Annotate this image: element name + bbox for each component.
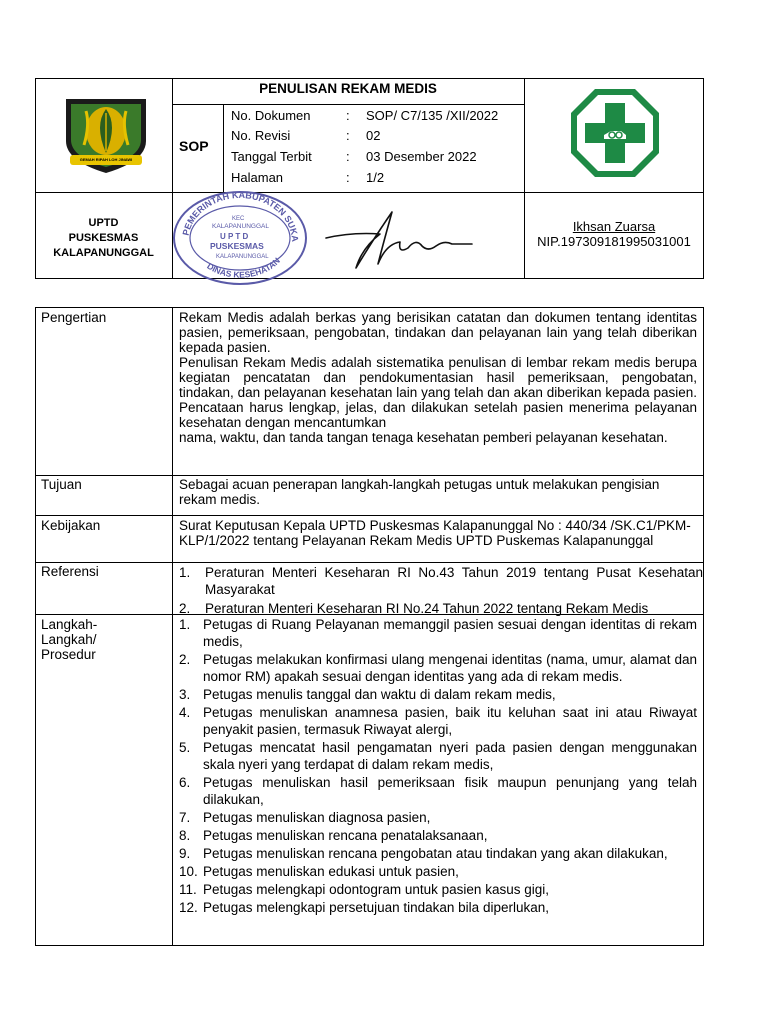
org-line: UPTD bbox=[88, 217, 119, 229]
pengertian-para: Rekam Medis adalah berkas yang berisikan catatan dan dokumen tentang identitas pasien, pemeriksaan, pengobatan, tindakan dan pelayanan lain yang telah diberikan kepada pasien. bbox=[179, 310, 697, 355]
pengertian-para: nama, waktu, dan tanda tangan tenaga kesehatan pemberi pelayanan kesehatan. bbox=[179, 430, 668, 445]
item-text: Petugas melengkapi odontogram untuk pasien kasus gigi, bbox=[203, 882, 549, 897]
org-name bbox=[35, 216, 172, 261]
item-text: Petugas di Ruang Pelayanan memanggil pasien sesuai dengan identitas di rekam medis, bbox=[203, 617, 697, 649]
meta-colon: : bbox=[346, 149, 350, 164]
label-langkah bbox=[41, 617, 97, 662]
list-item bbox=[179, 827, 697, 844]
list-item bbox=[179, 845, 697, 862]
meta-value: 1/2 bbox=[366, 170, 385, 185]
item-number: 10. bbox=[179, 864, 198, 879]
item-number: 1. bbox=[179, 617, 191, 632]
list-item bbox=[179, 600, 703, 617]
stamp-kec-name: KALAPANUNGGAL bbox=[212, 223, 269, 230]
meta-colon: : bbox=[346, 170, 350, 185]
item-number: 6. bbox=[179, 775, 191, 790]
sop-label: SOP bbox=[179, 138, 209, 154]
regency-emblem bbox=[60, 95, 152, 177]
item-number: 2. bbox=[179, 652, 191, 667]
item-number: 3. bbox=[179, 687, 191, 702]
item-text: Peraturan Menteri Keseharan RI No.43 Tahun 2019 tentang Pusat Kesehatan Masyarakat bbox=[205, 565, 703, 597]
meta-colon: : bbox=[346, 108, 350, 123]
item-number: 1. bbox=[179, 565, 191, 580]
stamp-outer-text: PEMERINTAH KABUPATEN SUKA bbox=[180, 189, 301, 243]
puskesmas-logo bbox=[568, 86, 662, 180]
meta-label: Tanggal Terbit bbox=[231, 149, 312, 164]
item-number: 9. bbox=[179, 846, 191, 861]
meta-value: 02 bbox=[366, 128, 381, 143]
pengertian-para: Penulisan Rekam Medis adalah sistematika penulisan di lembar rekam medis berupa kegiatan pencatatan dan pendokumentasian hasil pemeriksaan, pengobatan, tindakan, dan pelayanan kesehatan lain yang telah dan akan diberikan kepada pasien. Pencataan harus lengkap, jelas, dan dilakukan setelah pasien menerima pelayanan kesehatan dengan mencantumkan bbox=[179, 355, 697, 430]
signer-name: Ikhsan Zuarsa bbox=[572, 219, 656, 234]
list-item bbox=[179, 686, 697, 703]
tujuan-text: Sebagai acuan penerapan langkah-langkah petugas untuk melakukan pengisian rekam medis. bbox=[179, 477, 660, 507]
label-kebijakan: Kebijakan bbox=[41, 518, 101, 533]
item-text: Petugas menuliskan anamnesa pasien, baik itu keluhan saat ini atau Riwayat penyakit pasien, termasuk Riwayat alergi, bbox=[203, 705, 697, 737]
item-number: 4. bbox=[179, 705, 191, 720]
meta-row-revisi bbox=[231, 128, 521, 144]
label-pengertian: Pengertian bbox=[41, 310, 107, 325]
item-text: Petugas menuliskan rencana pengobatan atau tindakan yang akan dilakukan, bbox=[203, 846, 668, 861]
item-text: Petugas melakukan konfirmasi ulang mengenai identitas (nama, umur, alamat dan nomor RM) apakah sesuai dengan identitas yang ada di rekam medis. bbox=[203, 652, 697, 684]
label-tujuan: Tujuan bbox=[41, 477, 82, 492]
item-number: 12. bbox=[179, 900, 198, 915]
meta-label: Halaman bbox=[231, 170, 284, 185]
pengertian-text bbox=[179, 310, 697, 445]
meta-label: No. Dokumen bbox=[231, 108, 311, 123]
label-referensi: Referensi bbox=[41, 564, 99, 579]
list-item bbox=[179, 774, 697, 808]
list-item bbox=[179, 739, 697, 773]
item-text: Petugas menuliskan diagnosa pasien, bbox=[203, 810, 431, 825]
list-item bbox=[179, 899, 697, 916]
meta-colon: : bbox=[346, 128, 350, 143]
referensi-list bbox=[179, 564, 703, 619]
kebijakan-text: Surat Keputusan Kepala UPTD Puskesmas Kalapanunggal No : 440/34 /SK.C1/PKM-KLP/1/2022 tentang Pelayanan Rekam Medis UPTD Puskemas Kalapanunggal bbox=[179, 518, 691, 548]
stamp-uptd: U P T D bbox=[220, 232, 249, 241]
item-text: Petugas menuliskan hasil pemeriksaan fisik maupun penunjang yang telah dilakukan, bbox=[203, 775, 697, 807]
list-item bbox=[179, 809, 697, 826]
stamp-kec: KEC bbox=[232, 216, 245, 222]
item-number: 5. bbox=[179, 740, 191, 755]
item-text: Petugas menuliskan rencana penatalaksanaan, bbox=[203, 828, 488, 843]
list-item bbox=[179, 881, 697, 898]
label-line: Langkah- bbox=[41, 617, 98, 632]
page-title: PENULISAN REKAM MEDIS bbox=[259, 81, 437, 96]
meta-row-dokumen bbox=[231, 108, 521, 124]
meta-row-tanggal bbox=[231, 149, 521, 165]
item-number: 8. bbox=[179, 828, 191, 843]
org-line: PUSKESMAS bbox=[68, 232, 139, 244]
signature bbox=[322, 198, 482, 278]
meta-label: No. Revisi bbox=[231, 128, 291, 143]
item-number: 7. bbox=[179, 810, 191, 825]
org-line: KALAPANUNGGAL bbox=[53, 247, 154, 259]
meta-row-halaman bbox=[231, 170, 521, 186]
item-text: Petugas menulis tanggal dan waktu di dalam rekam medis, bbox=[203, 687, 556, 702]
emblem-motto: GEMAH RIPAH LOH JINAWI bbox=[79, 157, 133, 162]
stamp-location: KALAPANUNGGAL bbox=[216, 254, 269, 260]
list-item bbox=[179, 651, 697, 685]
stamp-bottom-text: DINAS KESEHATAN bbox=[205, 255, 282, 280]
meta-value: 03 Desember 2022 bbox=[366, 149, 477, 164]
item-number: 11. bbox=[179, 882, 197, 897]
item-text: Peraturan Menteri Keseharan RI No.24 Tahun 2022 tentang Rekam Medis bbox=[205, 601, 649, 616]
list-item bbox=[179, 704, 697, 738]
langkah-list bbox=[179, 616, 697, 917]
item-number: 2. bbox=[179, 601, 191, 616]
signer-nip: NIP.197309181995031001 bbox=[537, 234, 691, 249]
list-item bbox=[179, 863, 697, 880]
item-text: Petugas mencatat hasil pengamatan nyeri pada pasien dengan menggunakan skala nyeri yang terdapat di dalam rekam medis, bbox=[203, 740, 697, 772]
label-line: Prosedur bbox=[41, 647, 96, 662]
item-text: Petugas menuliskan edukasi untuk pasien, bbox=[203, 864, 459, 879]
list-item bbox=[179, 564, 703, 598]
official-stamp bbox=[170, 186, 310, 286]
meta-value: SOP/ C7/135 /XII/2022 bbox=[366, 108, 499, 123]
item-text: Petugas melengkapi persetujuan tindakan bila diperlukan, bbox=[203, 900, 549, 915]
label-line: Langkah/ bbox=[41, 632, 97, 647]
list-item bbox=[179, 616, 697, 650]
stamp-puskesmas: PUSKESMAS bbox=[210, 241, 264, 251]
